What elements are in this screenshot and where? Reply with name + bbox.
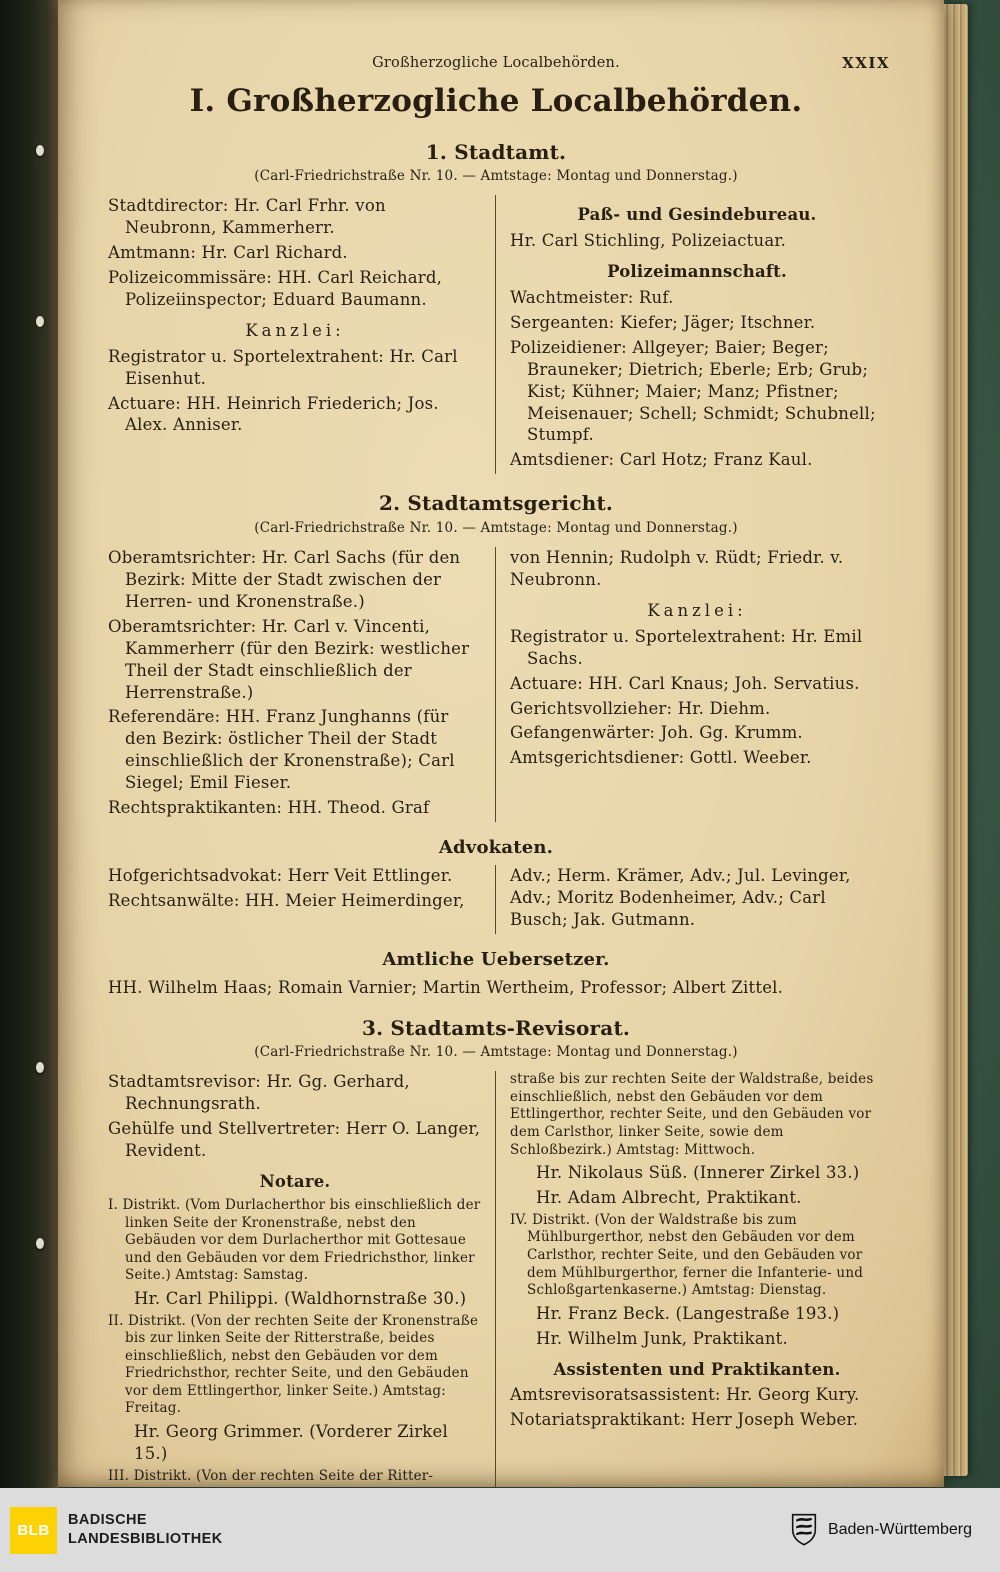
notare-subheading: Notare.	[259, 1172, 331, 1192]
advokaten-heading: Advokaten.	[438, 837, 554, 859]
page-title: I. Großherzogliche Localbehörden.	[189, 83, 803, 120]
assistenten-subheading: Assistenten und Praktikanten.	[553, 1359, 841, 1379]
directory-entry: Hr. Georg Grimmer. (Vorderer Zirkel 15.)	[134, 1421, 448, 1463]
directory-entry: Rechtsanwälte: HH. Meier Heimerdinger,	[108, 891, 465, 911]
directory-entry: Actuare: HH. Heinrich Friederich; Jos. Alex. Anniser.	[108, 393, 439, 435]
section-3-left-column	[108, 1071, 495, 1487]
directory-entry: Amtsgerichtsdiener: Gottl. Weeber.	[510, 748, 812, 768]
blb-logo	[10, 1507, 57, 1554]
binding-hole	[36, 1062, 44, 1073]
advokaten-columns	[108, 865, 884, 934]
section-2-right-column	[495, 547, 884, 822]
directory-entry: Gehülfe und Stellvertreter: Herr O. Langer, Revident.	[108, 1119, 481, 1161]
section-2-left-column	[108, 547, 495, 822]
section-1-columns	[108, 195, 884, 474]
district-entry: IV. Distrikt. (Von der Waldstraße bis zum Mühlburgerthor, nebst den Gebäuden vor dem Carlsthor, rechter Seite, und den Gebäuden vor dem Mühlburgerthor, ferner die Infanterie- und Schloßgartenkaserne.) Amtstag: Dienstag.	[510, 1211, 864, 1299]
directory-entry: Stadtdirector: Hr. Carl Frhr. von Neubronn, Kammerherr.	[108, 196, 386, 237]
library-footer-bar	[0, 1488, 1000, 1572]
kanzlei-subheading: Kanzlei:	[647, 600, 747, 620]
advokaten-right-column	[495, 865, 884, 934]
directory-entry: Hr. Adam Albrecht, Praktikant.	[536, 1188, 802, 1207]
uebersetzer-entry: HH. Wilhelm Haas; Romain Varnier; Martin Wertheim, Professor; Albert Zittel.	[108, 977, 784, 997]
binding-hole	[36, 316, 44, 327]
directory-entry: Hofgerichtsadvokat: Herr Veit Ettlinger.	[108, 866, 453, 886]
scanned-page	[58, 0, 944, 1487]
section-2-columns	[108, 547, 884, 822]
directory-entry: von Hennin; Rudolph v. Rüdt; Friedr. v. Neubronn.	[510, 547, 844, 589]
directory-entry: Hr. Wilhelm Junk, Praktikant.	[536, 1328, 788, 1348]
directory-entry: Stadtamtsrevisor: Hr. Gg. Gerhard, Rechnungsrath.	[108, 1072, 410, 1114]
directory-entry: Registrator u. Sportelextrahent: Hr. Emil Sachs.	[510, 626, 863, 668]
advokaten-left-column	[108, 865, 495, 934]
district-entry: III. Distrikt. (Von der rechten Seite der Ritter-	[108, 1467, 434, 1484]
section-3-heading: 3. Stadtamts-Revisorat.	[361, 1015, 631, 1040]
section-1-address: (Carl-Friedrichstraße Nr. 10. — Amtstage: Montag und Donnerstag.)	[254, 168, 738, 185]
district-entry: II. Distrikt. (Von der rechten Seite der Kronenstraße bis zur linken Seite der Ritterstraße, beides einschließlich, nebst den Gebäuden vor dem Friedrichsthor, rechter Seite, und den Gebäuden vor dem Ettlingerthor, linker Seite.) Amtstag: Freitag.	[108, 1312, 479, 1417]
directory-entry: Polizeidiener: Allgeyer; Baier; Beger; Brauneker; Dietrich; Eberle; Erb; Grub; Kist; Kühner; Maier; Manz; Pfistner; Meisenauer; Schell; Schmidt; Schubnell; Stumpf.	[510, 337, 876, 445]
state-name: Baden-Württemberg	[827, 1521, 972, 1538]
binding-hole	[36, 145, 44, 156]
library-name-line1: BADISCHE	[68, 1512, 147, 1529]
section-2-address: (Carl-Friedrichstraße Nr. 10. — Amtstage: Montag und Donnerstag.)	[254, 519, 738, 536]
directory-entry: Hr. Nikolaus Süß. (Innerer Zirkel 33.)	[536, 1163, 860, 1183]
binding-hole	[36, 1238, 44, 1249]
directory-entry: Gefangenwärter: Joh. Gg. Krumm.	[510, 723, 803, 743]
kanzlei-subheading: Kanzlei:	[245, 320, 345, 340]
directory-entry: Referendäre: HH. Franz Junghanns (für den Bezirk: östlicher Theil der Stadt einschließlich der Kronenstraße); Carl Siegel; Emil Fieser.	[108, 707, 455, 793]
directory-entry: Registrator u. Sportelextrahent: Hr. Carl Eisenhut.	[108, 346, 458, 388]
directory-entry: Oberamtsrichter: Hr. Carl v. Vincenti, Kammerherr (für den Bezirk: westlicher Theil der Stadt einschließlich der Herrenstraße.)	[108, 616, 470, 702]
section-1-left-column	[108, 195, 495, 474]
running-header-row	[108, 54, 890, 73]
page-stack-edge	[944, 4, 968, 1476]
directory-entry: Oberamtsrichter: Hr. Carl Sachs (für den Bezirk: Mitte der Stadt zwischen der Herren- und Kronenstraße.)	[108, 547, 461, 611]
uebersetzer-heading: Amtliche Uebersetzer.	[382, 948, 610, 970]
baden-wuerttemberg-coat-of-arms-icon	[790, 1513, 818, 1547]
library-name-line2: LANDESBIBLIOTHEK	[68, 1531, 223, 1547]
section-3-address: (Carl-Friedrichstraße Nr. 10. — Amtstage: Montag und Donnerstag.)	[254, 1044, 738, 1061]
directory-entry: Amtmann: Hr. Carl Richard.	[108, 242, 348, 262]
district-entry: I. Distrikt. (Vom Durlacherthor bis einschließlich der linken Seite der Kronenstraße, nebst den Gebäuden vor dem Durlacherthor mit Gottesaue und den Gebäuden vor dem Friedrichsthor, linker Seite.) Amtstag: Samstag.	[108, 1197, 481, 1284]
section-3-columns	[108, 1071, 884, 1487]
blb-logo-text: BLB	[17, 1521, 50, 1539]
directory-entry: Hr. Carl Philippi. (Waldhornstraße 30.)	[134, 1288, 467, 1308]
district-entry-continuation: straße bis zur rechten Seite der Waldstraße, beides einschließlich, nebst den Gebäuden vor dem Ettlingerthor, rechter Seite, und den Gebäuden vor dem Carlsthor, linker Seite, sowie dem Schloßbezirk.) Amtstag: Mittwoch.	[510, 1071, 874, 1158]
directory-entry: Actuare: HH. Carl Knaus; Joh. Servatius.	[510, 673, 860, 693]
directory-entry: Notariatspraktikant: Herr Joseph Weber.	[510, 1410, 859, 1430]
directory-entry: Gerichtsvollzieher: Hr. Diehm.	[510, 698, 771, 718]
book-spine	[0, 0, 58, 1490]
page-number: XXIX	[842, 54, 890, 72]
directory-entry: Rechtspraktikanten: HH. Theod. Graf	[108, 798, 430, 818]
directory-entry: Wachtmeister: Ruf.	[510, 287, 674, 307]
directory-entry: Hr. Franz Beck. (Langestraße 193.)	[536, 1303, 840, 1323]
pass-gesindebureau-subheading: Paß- und Gesindebureau.	[577, 205, 817, 225]
library-name	[68, 1511, 223, 1549]
section-1-heading: 1. Stadtamt.	[425, 139, 567, 164]
directory-entry: Amtsdiener: Carl Hotz; Franz Kaul.	[510, 450, 813, 470]
state-branding	[790, 1513, 972, 1547]
section-1-right-column	[495, 195, 884, 474]
directory-entry: Amtsrevisoratsassistent: Hr. Georg Kury.	[510, 1385, 860, 1405]
polizeimannschaft-subheading: Polizeimannschaft.	[607, 261, 787, 281]
directory-entry: Sergeanten: Kiefer; Jäger; Itschner.	[510, 312, 816, 332]
directory-entry: Adv.; Herm. Krämer, Adv.; Jul. Levinger, Adv.; Moritz Bodenheimer, Adv.; Carl Busch; Jak. Gutmann.	[510, 866, 851, 929]
running-header: Großherzogliche Localbehörden.	[372, 55, 620, 71]
section-3-right-column	[495, 1071, 884, 1487]
section-2-heading: 2. Stadtamtsgericht.	[378, 491, 614, 516]
directory-entry: Hr. Carl Stichling, Polizeiactuar.	[510, 230, 787, 250]
directory-entry: Polizeicommissäre: HH. Carl Reichard, Polizeiinspector; Eduard Baumann.	[108, 267, 443, 309]
library-branding	[10, 1507, 223, 1554]
